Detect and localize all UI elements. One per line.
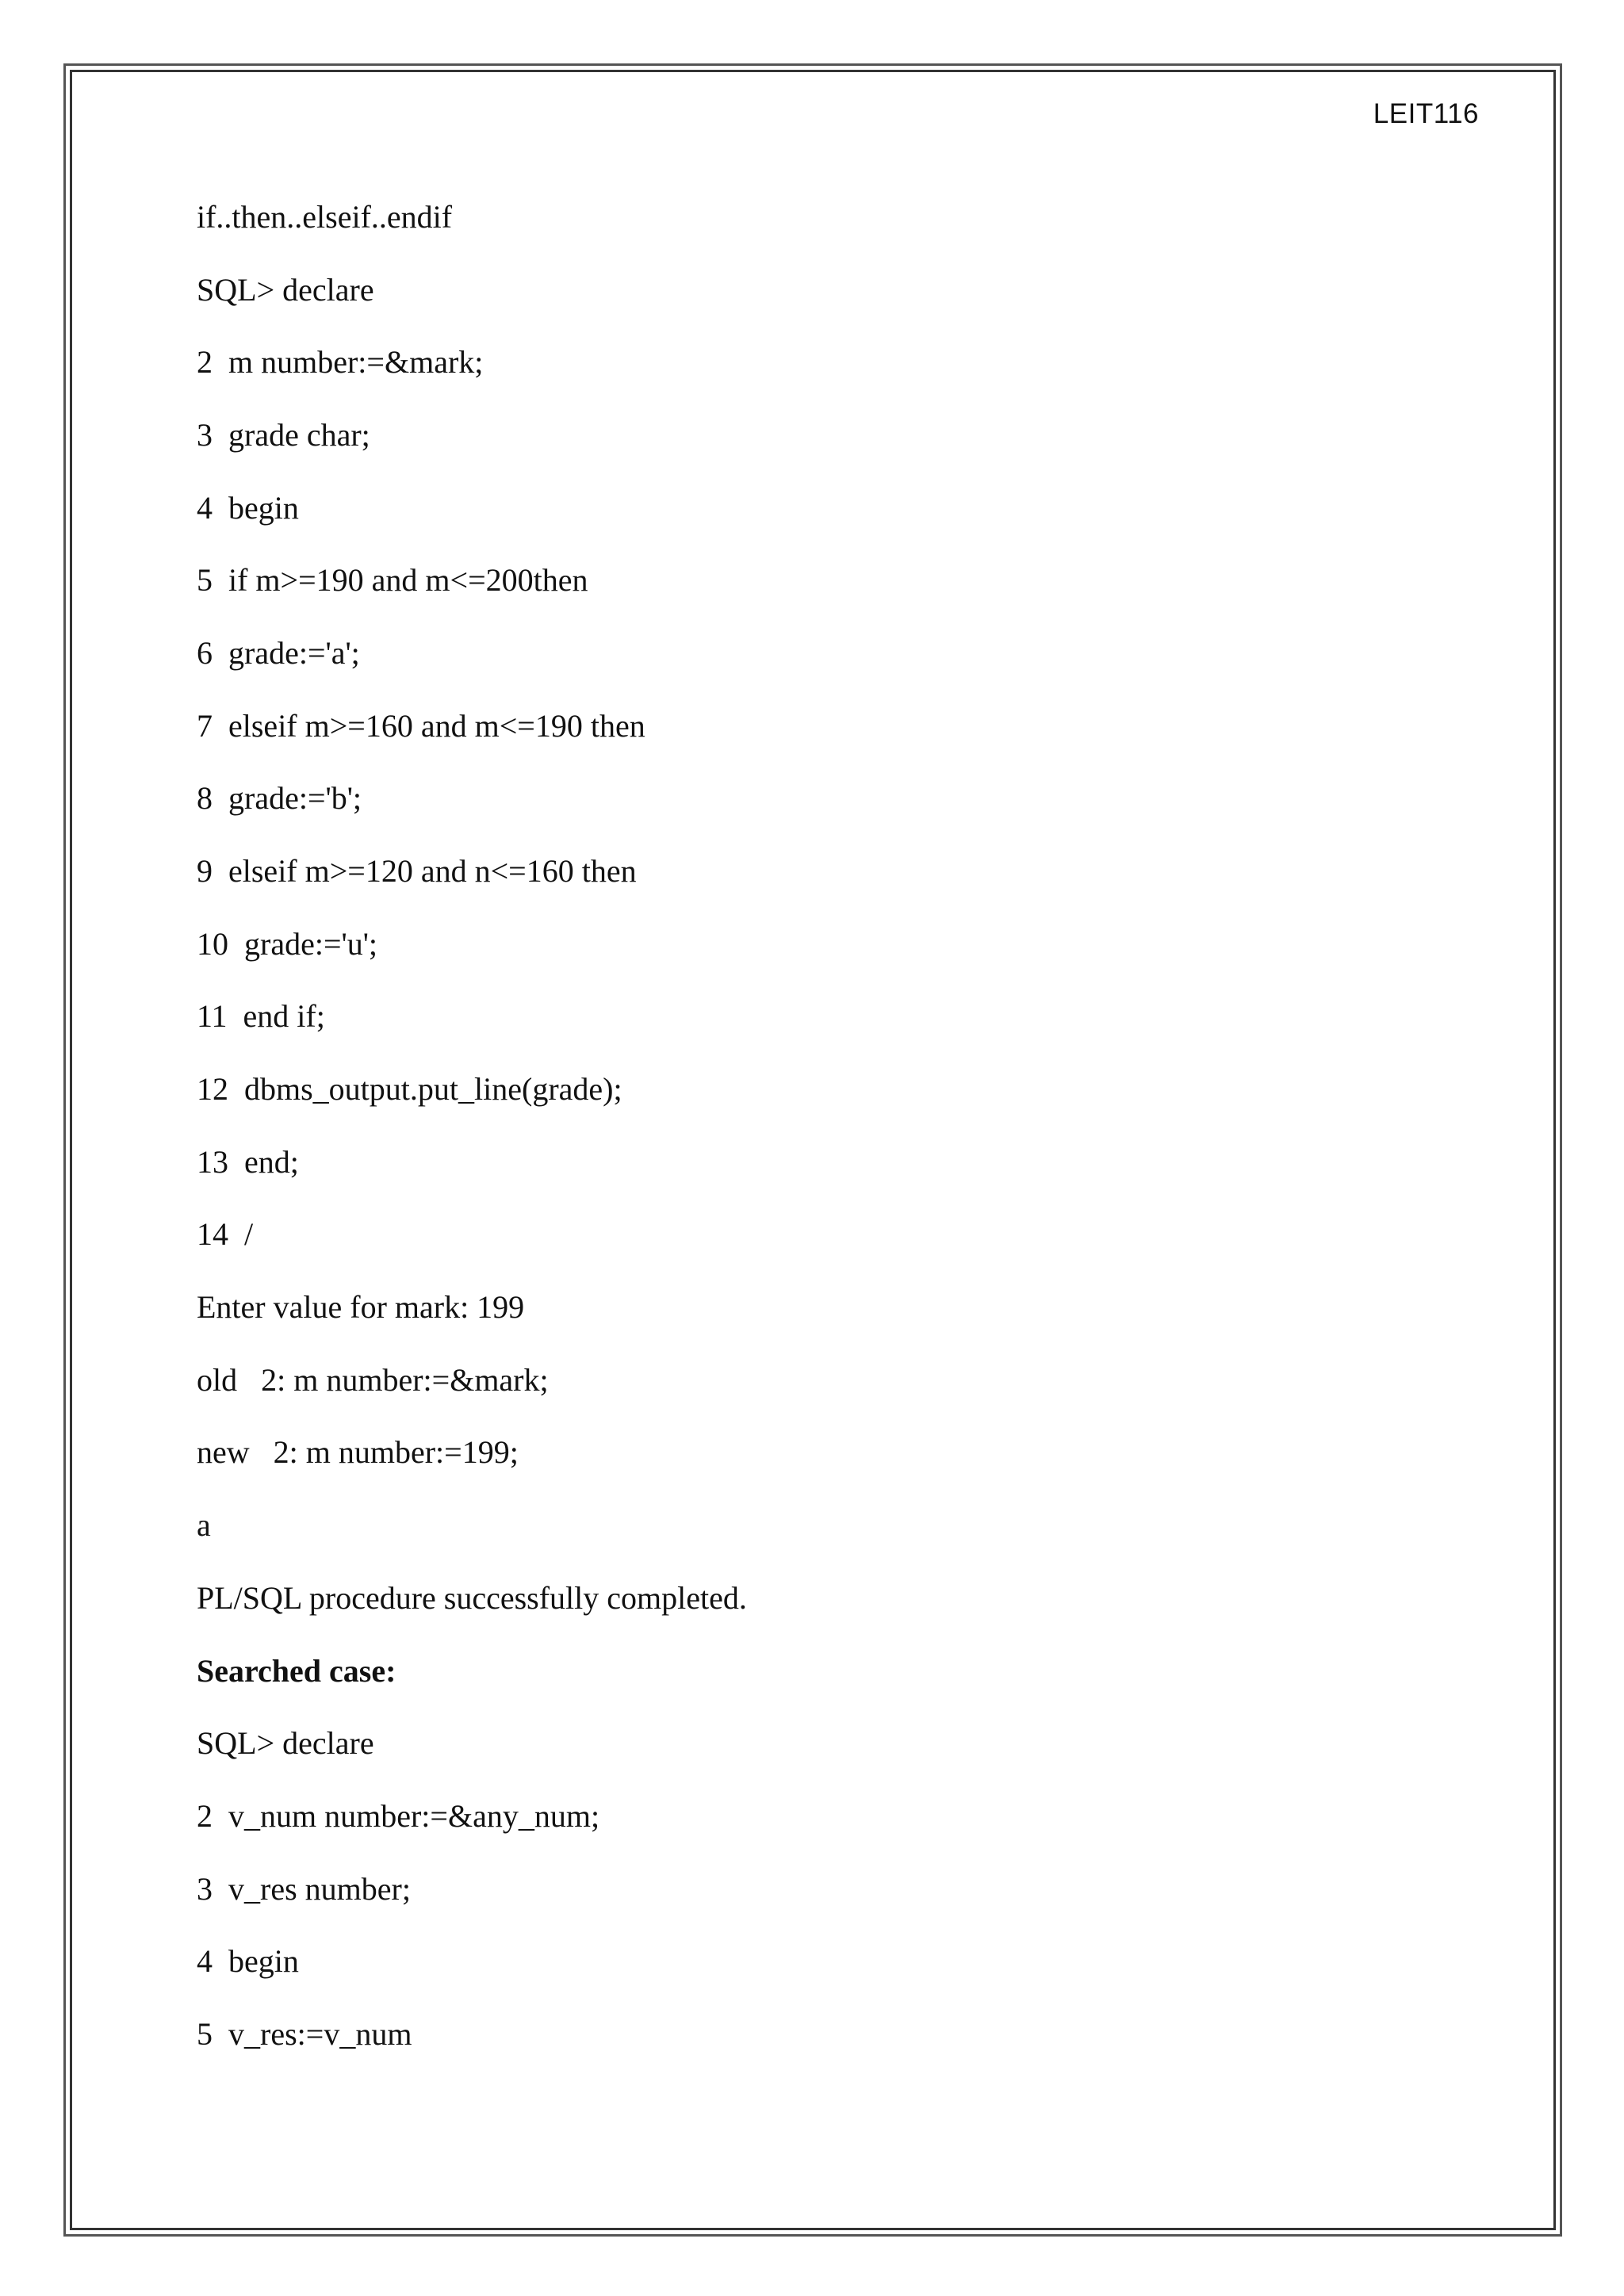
code-line: SQL> declare <box>197 1725 374 1761</box>
code-line: SQL> declare <box>197 272 374 308</box>
code-line: 5 if m>=190 and m<=200then <box>197 562 588 598</box>
code-line: 6 grade:='a'; <box>197 635 360 671</box>
code-line: 3 grade char; <box>197 417 370 453</box>
code-line: 2 m number:=&mark; <box>197 344 484 380</box>
code-line: 5 v_res:=v_num <box>197 2016 412 2052</box>
code-line: 14 / <box>197 1216 254 1252</box>
code-line: 13 end; <box>197 1144 299 1180</box>
output-line: new 2: m number:=199; <box>197 1434 519 1470</box>
output-line: a <box>197 1507 211 1543</box>
output-line: PL/SQL procedure successfully completed. <box>197 1580 747 1616</box>
code-line: 7 elseif m>=160 and m<=190 then <box>197 708 645 744</box>
code-line: 11 end if; <box>197 998 325 1034</box>
code-line: 10 grade:='u'; <box>197 926 378 962</box>
output-line: Enter value for mark: 199 <box>197 1289 525 1325</box>
section-heading: if..then..elseif..endif <box>197 199 453 235</box>
code-line: 9 elseif m>=120 and n<=160 then <box>197 853 637 889</box>
code-line: 4 begin <box>197 490 299 526</box>
code-line: 2 v_num number:=&any_num; <box>197 1798 600 1834</box>
output-line: old 2: m number:=&mark; <box>197 1362 549 1398</box>
document-code: LEIT116 <box>1373 98 1479 129</box>
code-line: 12 dbms_output.put_line(grade); <box>197 1071 622 1107</box>
section-heading: Searched case: <box>197 1653 396 1689</box>
code-line: 4 begin <box>197 1943 299 1979</box>
code-line: 3 v_res number; <box>197 1871 411 1907</box>
code-line: 8 grade:='b'; <box>197 780 362 816</box>
